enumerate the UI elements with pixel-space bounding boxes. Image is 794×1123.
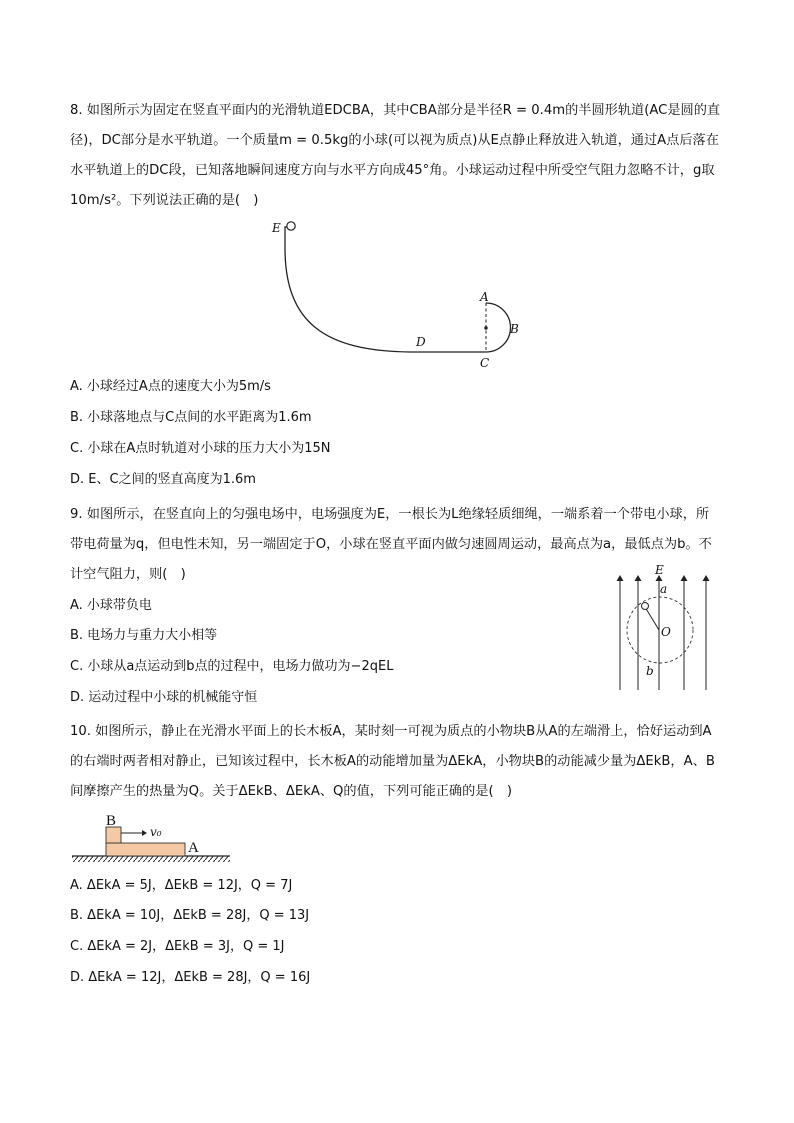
- q10-board-figure: [70, 812, 235, 866]
- q10-option-c[interactable]: C. ΔEkA = 2J，ΔEkB = 3J，Q = 1J: [70, 939, 285, 954]
- q9-option-c[interactable]: C. 小球从a点运动到b点的过程中，电场力做功为−2qEL: [70, 659, 394, 674]
- q10-label-A: A: [188, 840, 199, 856]
- q9-label-O: O: [661, 625, 671, 639]
- q8-semicircle-track: [486, 303, 510, 352]
- q10-block-B: [106, 827, 121, 843]
- q8-ball-at-E: [287, 222, 295, 230]
- q9-circular-path: [627, 597, 693, 663]
- q8-label-C: C: [480, 356, 490, 370]
- q8-option-b[interactable]: B. 小球落地点与C点间的水平距离为1.6m: [70, 410, 312, 425]
- q8-label-D: D: [416, 335, 426, 349]
- q8-center-dot: [484, 326, 487, 329]
- q9-option-d[interactable]: D. 运动过程中小球的机械能守恒: [70, 690, 258, 705]
- q10-board-A: [106, 843, 185, 856]
- q9-charged-ball: [642, 603, 649, 610]
- q10-stem: 10. 如图所示，静止在光滑水平面上的长木板A，某时刻一可视为质点的小物块B从A的左端滑上，恰好运动到A的右端时两者相对静止，已知该过程中，长木板A的动能增加量为ΔEkA，小物块B的动能减少量为ΔEkB，A、B间摩擦产生的热量为Q。关于ΔEkB、ΔEkA、Q的值，下列可能正确的是( ): [70, 724, 715, 799]
- q10-option-a[interactable]: A. ΔEkA = 5J，ΔEkB = 12J，Q = 7J: [70, 878, 293, 893]
- q10-label-v0: v₀: [150, 825, 162, 839]
- q10-option-b[interactable]: B. ΔEkA = 10J，ΔEkB = 28J，Q = 13J: [70, 908, 310, 923]
- q9-label-E: E: [655, 563, 664, 577]
- q9-label-b: b: [646, 664, 654, 678]
- q8-option-d[interactable]: D. E、C之间的竖直高度为1.6m: [70, 472, 256, 487]
- q8-track-figure: [265, 218, 525, 374]
- q10-label-B: B: [106, 813, 117, 829]
- q8-label-A: A: [480, 290, 489, 304]
- q9-stem: 9. 如图所示，在竖直向上的匀强电场中，电场强度为E，一根长为L绝缘轻质细绳，一端系着一个带电小球，所带电荷量为q，但电性未知，另一端固定于O，小球在竖直平面内做匀速圆周运动，最高点为a，最低点为b。不计空气阻力，则( ): [70, 507, 712, 582]
- q9-label-a: a: [660, 582, 668, 596]
- q8-label-B: B: [510, 322, 519, 336]
- q9-option-a[interactable]: A. 小球带负电: [70, 598, 152, 613]
- q8-label-E: E: [272, 221, 281, 235]
- q10-velocity-arrowhead: [142, 830, 147, 836]
- q9-field-figure: [612, 562, 722, 690]
- q8-option-c[interactable]: C. 小球在A点时轨道对小球的压力大小为15N: [70, 441, 331, 456]
- q9-string: [645, 607, 659, 630]
- q9-option-b[interactable]: B. 电场力与重力大小相等: [70, 628, 218, 643]
- q8-track-curve: [285, 227, 486, 352]
- q8-stem: 8. 如图所示为固定在竖直平面内的光滑轨道EDCBA，其中CBA部分是半径R = 0.4m的半圆形轨道(AC是圆的直径)，DC部分是水平轨道。一个质量m = 0.5kg的小球(可以视为质点)从E点静止释放进入轨道，通过A点后落在水平轨道上的DC段，已知落地瞬间速度方向与水平方向成45°角。小球运动过程中所受空气阻力忽略不计，g取10m/s²。下列说法正确的是( ): [70, 103, 721, 208]
- q10-option-d[interactable]: D. ΔEkA = 12J，ΔEkB = 28J，Q = 16J: [70, 970, 311, 985]
- q8-option-a[interactable]: A. 小球经过A点的速度大小为5m/s: [70, 379, 271, 394]
- q10-ground-hatching: [72, 856, 230, 862]
